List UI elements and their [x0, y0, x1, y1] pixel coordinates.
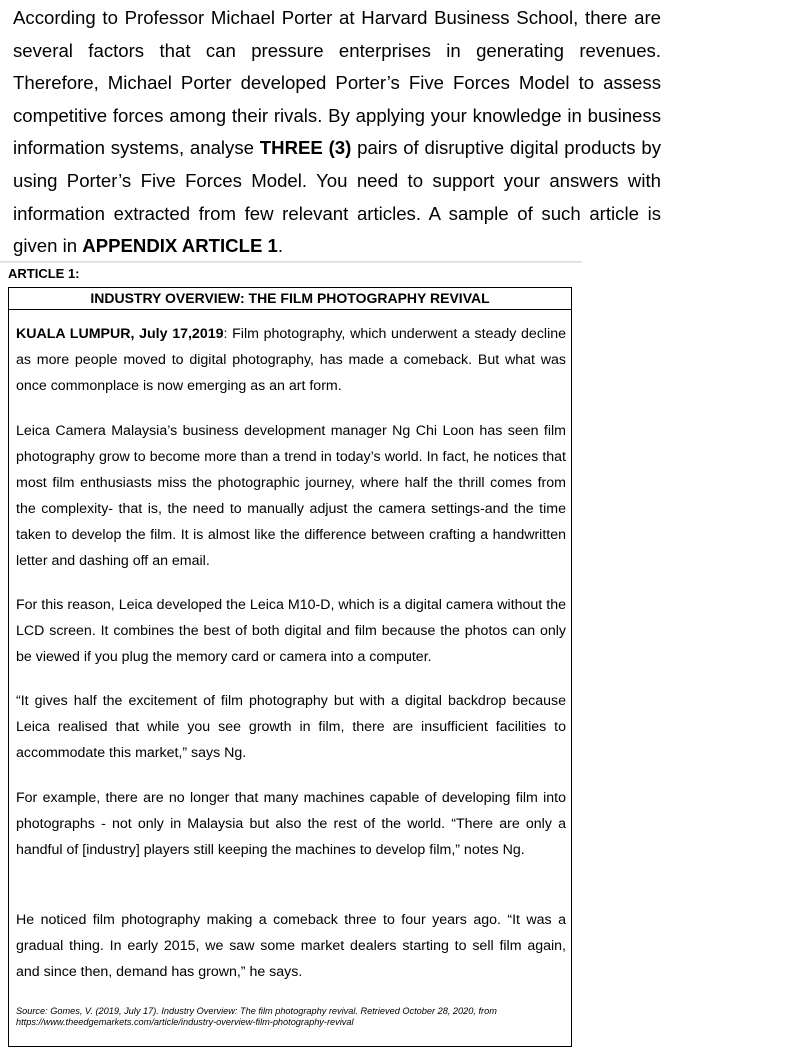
article-paragraph-4: “It gives half the excitement of film photography but with a digital backdrop because Leica realised that while you see growth in film, there are insufficient facilities to accommodate this market,” says Ng.: [16, 693, 566, 761]
question-text-part-3: .: [277, 235, 284, 257]
article-label: ARTICLE 1:: [8, 266, 80, 281]
article-paragraph-6: He noticed film photography making a comeback three to four years ago. “It was a gradual thing. In early 2015, we saw some market dealers starting to sell film again, and since then, demand has grown,” he says.: [16, 912, 566, 980]
question-emphasis-appendix: APPENDIX ARTICLE 1: [82, 235, 278, 257]
question-text-part-1: According to Professor Michael Porter at Harvard Business School, there are several factors that can pressure enterprises in generating revenues. Therefore, Michael Porter developed Porter’s Five Forces Model to assess competitive forces among their rivals. By applying your knowledge in business information systems, analyse: [13, 7, 661, 159]
article-paragraph-1-text: : Film photography, which underwent a steady decline as more people moved to digital photography, has made a comeback. But what was once commonplace is now emerging as an art form.: [16, 326, 566, 394]
article-paragraph-2: Leica Camera Malaysia’s business development manager Ng Chi Loon has seen film photography grow to become more than a trend in today’s world. In fact, he notices that most film enthusiasts miss the photographic journey, where half the thrill comes from the complexity- that is, the need to manually adjust the camera settings-and the time taken to develop the film. It is almost like the difference between crafting a handwritten letter and dashing off an email.: [16, 423, 566, 569]
question-emphasis-count: THREE (3): [259, 137, 352, 159]
article-dateline: KUALA LUMPUR, July 17,2019: [16, 326, 224, 342]
article-box: [8, 287, 572, 1047]
article-title-rule: [9, 309, 571, 310]
question-text: [13, 2, 661, 263]
article-source-citation: Source: Gomes, V. (2019, July 17). Industry Overview: The film photography revival. Retrieved October 28, 2020, from https://www.theedgemarkets.com/article/industry-overview-film-photography-revival: [16, 1006, 497, 1027]
question-text-part-2: pairs of disruptive digital products by using Porter’s Five Forces Model. You need to support your answers with information extracted from few relevant articles. A sample of such article is given in: [13, 137, 661, 257]
article-paragraph-5: For example, there are no longer that many machines capable of developing film into photographs - not only in Malaysia but also the rest of the world. “There are only a handful of [industry] players still keeping the machines to develop film,” notes Ng.: [16, 790, 566, 858]
article-paragraph-3: For this reason, Leica developed the Leica M10-D, which is a digital camera without the LCD screen. It combines the best of both digital and film because the photos can only be viewed if you plug the memory card or camera into a computer.: [16, 597, 566, 665]
article-title: INDUSTRY OVERVIEW: THE FILM PHOTOGRAPHY REVIVAL: [90, 290, 490, 306]
section-divider: [0, 261, 582, 263]
article-paragraph-1: [16, 321, 566, 399]
